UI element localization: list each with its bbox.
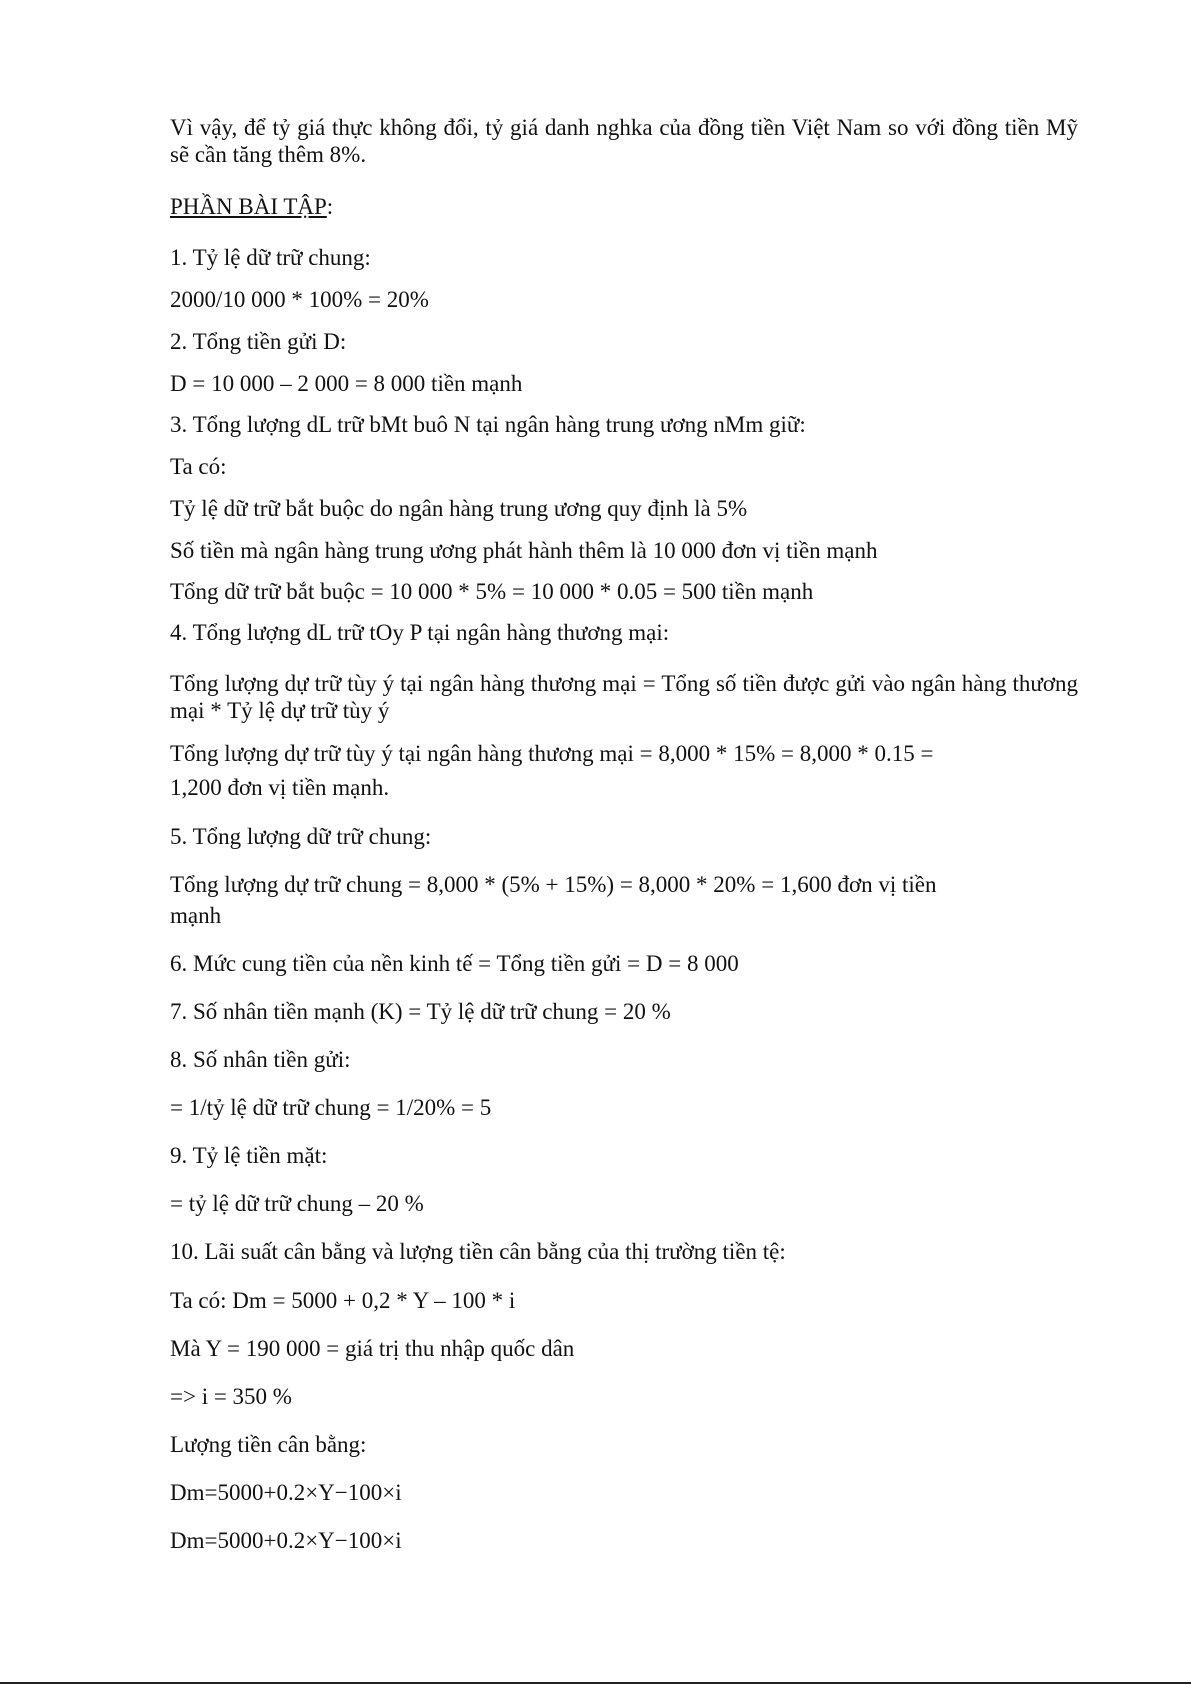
- item-10-formula-1: Dm=5000+0.2×Y−100×i: [170, 1480, 402, 1505]
- item-5-calc-line-1: Tổng lượng dự trữ chung = 8,000 * (5% + 15%) = 8,000 * 20% = 1,600 đơn vị tiền: [170, 872, 937, 897]
- intro-paragraph: Vì vậy, để tỷ giá thực không đổi, tỷ giá danh nghka của đồng tiền Việt Nam so với đồng tiền Mỹ sẽ cần tăng thêm 8%.: [170, 115, 1078, 167]
- item-8-title: 8. Số nhân tiền gửi:: [170, 1047, 351, 1072]
- item-3-title: 3. Tổng lượng dL trữ bMt buô N tại ngân hàng trung ương nMm giữ:: [170, 412, 806, 437]
- section-heading: [170, 193, 333, 220]
- item-6: 6. Mức cung tiền của nền kinh tế = Tổng tiền gửi = D = 8 000: [170, 951, 739, 976]
- item-4-calc-line-1: Tổng lượng dự trữ tùy ý tại ngân hàng thương mại = 8,000 * 15% = 8,000 * 0.15 =: [170, 741, 934, 766]
- item-3-calc: Tổng dữ trữ bắt buộc = 10 000 * 5% = 10 000 * 0.05 = 500 tiền mạnh: [170, 579, 814, 604]
- item-7: 7. Số nhân tiền mạnh (K) = Tỷ lệ dữ trữ chung = 20 %: [170, 999, 671, 1024]
- item-10-formula-2: Dm=5000+0.2×Y−100×i: [170, 1528, 402, 1553]
- item-8-calc: = 1/tỷ lệ dữ trữ chung = 1/20% = 5: [170, 1095, 492, 1120]
- item-3-issued: Số tiền mà ngân hàng trung ương phát hành thêm là 10 000 đơn vị tiền mạnh: [170, 538, 878, 563]
- item-2-calc: D = 10 000 – 2 000 = 8 000 tiền mạnh: [170, 371, 523, 396]
- item-3-intro: Ta có:: [170, 454, 227, 479]
- section-heading-colon: :: [326, 194, 334, 219]
- page-bottom-border: [0, 1682, 1191, 1684]
- item-5-title: 5. Tổng lượng dữ trữ chung:: [170, 824, 432, 849]
- item-1-calc: 2000/10 000 * 100% = 20%: [170, 287, 429, 312]
- item-3-rate: Tỷ lệ dữ trữ bắt buộc do ngân hàng trung ương quy định là 5%: [170, 496, 748, 521]
- item-9-title: 9. Tỷ lệ tiền mặt:: [170, 1143, 328, 1168]
- item-10-title: 10. Lãi suất cân bằng và lượng tiền cân bằng của thị trường tiền tệ:: [170, 1239, 786, 1264]
- item-10-income: Mà Y = 190 000 = giá trị thu nhập quốc dân: [170, 1336, 575, 1361]
- item-10-equilibrium-title: Lượng tiền cân bằng:: [170, 1432, 367, 1457]
- item-10-equation: Ta có: Dm = 5000 + 0,2 * Y – 100 * i: [170, 1288, 516, 1313]
- item-9-calc: = tỷ lệ dữ trữ chung – 20 %: [170, 1191, 424, 1216]
- item-1-title: 1. Tỷ lệ dữ trữ chung:: [170, 245, 371, 270]
- item-5-calc-line-2: mạnh: [170, 903, 222, 928]
- item-4-calc-line-2: 1,200 đơn vị tiền mạnh.: [170, 775, 390, 800]
- item-4-formula: Tổng lượng dự trữ tùy ý tại ngân hàng thương mại = Tổng số tiền được gửi vào ngân hàng thương mại * Tỷ lệ dự trữ tùy ý: [170, 671, 1078, 723]
- section-heading-text: PHẦN BÀI TẬP: [170, 194, 327, 219]
- item-2-title: 2. Tổng tiền gửi D:: [170, 329, 347, 354]
- item-4-title: 4. Tổng lượng dL trữ tOy P tại ngân hàng thương mại:: [170, 620, 670, 645]
- item-10-rate: => i = 350 %: [170, 1384, 292, 1409]
